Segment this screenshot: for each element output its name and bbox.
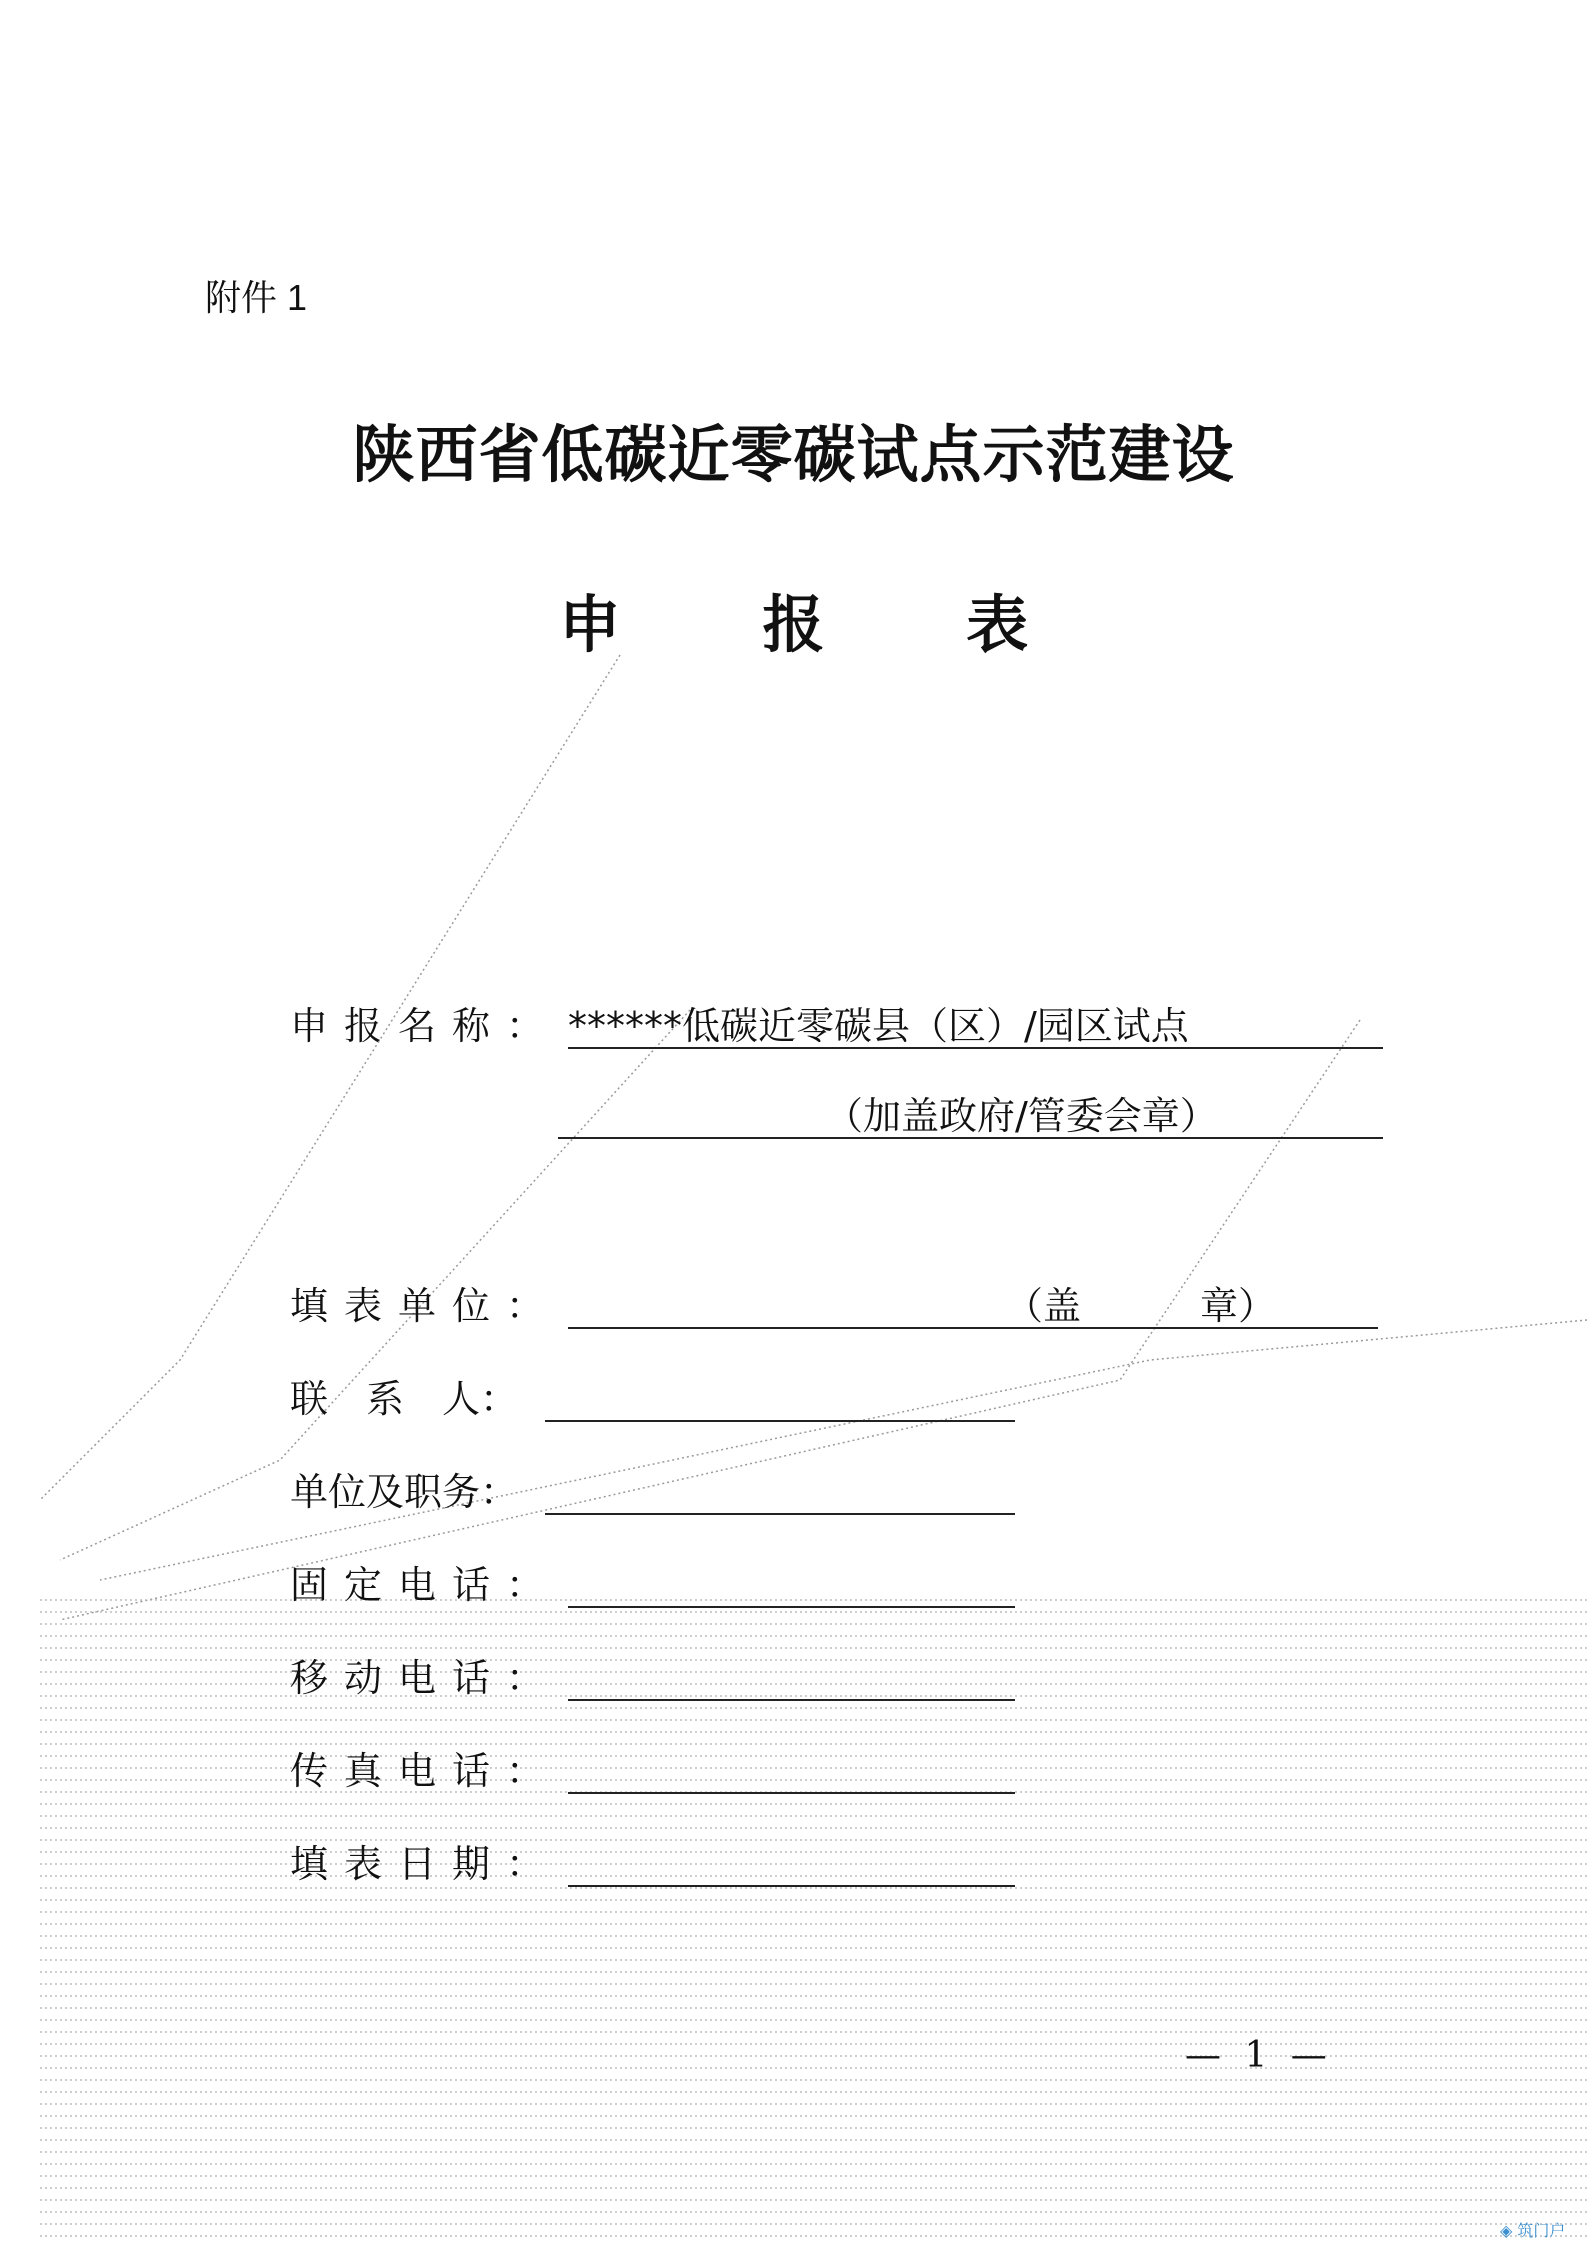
- attachment-label: 附件 1: [205, 277, 308, 318]
- application-name-label: 申报名称：: [290, 1004, 561, 1048]
- application-name-value: ******低碳近零碳县（区）/园区试点: [568, 1004, 1189, 1048]
- document-title: 陕西省低碳近零碳试点示范建设: [352, 418, 1235, 491]
- unit-position-field[interactable]: [545, 1461, 1015, 1515]
- mobile-label: 移动电话：: [290, 1656, 561, 1700]
- filling-unit-seal-right: 章）: [1200, 1284, 1277, 1328]
- contact-person-label: 联 系 人：: [290, 1377, 519, 1421]
- watermark-logo-text: 筑门户: [1517, 2221, 1566, 2240]
- filling-unit-label: 填表单位：: [290, 1284, 561, 1328]
- filling-unit-seal-left: （盖: [1005, 1284, 1082, 1328]
- page-number: — 1 —: [1185, 2035, 1333, 2076]
- watermark-logo: ◈ 筑门户: [1500, 2221, 1566, 2240]
- fax-label: 传真电话：: [290, 1749, 561, 1793]
- contact-person-field[interactable]: [545, 1368, 1015, 1422]
- landline-field[interactable]: [568, 1554, 1015, 1608]
- fax-field[interactable]: [568, 1740, 1015, 1794]
- landline-label: 固定电话：: [290, 1563, 561, 1607]
- unit-position-label: 单位及职务：: [290, 1470, 519, 1514]
- fill-date-field[interactable]: [568, 1833, 1015, 1887]
- mobile-field[interactable]: [568, 1647, 1015, 1701]
- document-subtitle: 申 报 表: [558, 588, 1089, 661]
- application-seal-note: （加盖政府/管委会章）: [825, 1094, 1218, 1138]
- fill-date-label: 填表日期：: [290, 1842, 561, 1886]
